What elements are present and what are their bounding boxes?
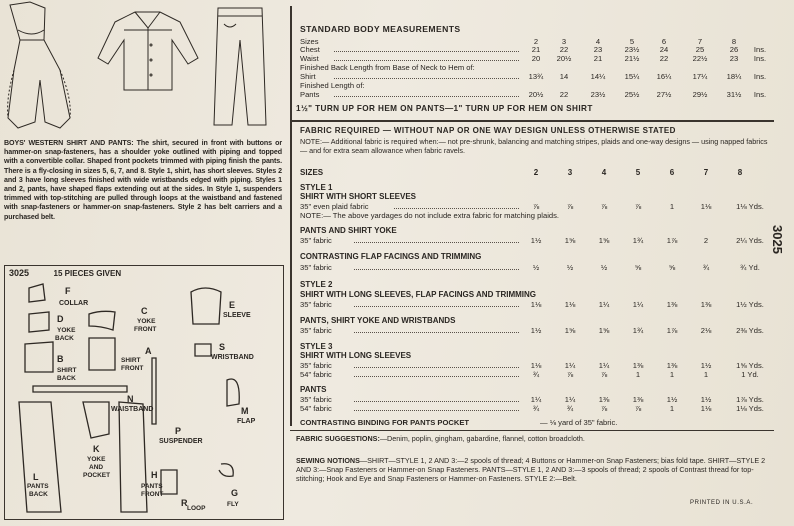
wristband-piece	[195, 344, 211, 356]
style2-label: STYLE 2	[300, 280, 333, 289]
sleeve-piece	[191, 288, 221, 324]
svg-text:BACK: BACK	[55, 335, 74, 342]
yoke-back-piece	[29, 312, 49, 332]
style1-label: STYLE 1	[300, 183, 333, 192]
style2-title: SHIRT WITH LONG SLEEVES, FLAP FACINGS AND TRIMMING	[300, 290, 537, 299]
fabric-title: FABRIC REQUIRED — WITHOUT NAP OR ONE WAY DESIGN UNLESS OTHERWISE STATED	[300, 126, 676, 135]
label-suspender: SUSPENDER	[159, 438, 203, 445]
svg-text:FRONT: FRONT	[134, 326, 157, 333]
fabric-note: NOTE:— Additional fabric is required when:— not pre-shrunk, balancing and matching stripes, plaids and one-way designs — using napped fabrics — and for extra seam allowance when fabric ravels.	[300, 137, 768, 155]
label-P: P	[175, 426, 182, 436]
collar-piece	[29, 284, 45, 302]
finished-back-row: Finished Back Length from Base of Neck to Hem of:	[300, 63, 475, 72]
shirt-length-row: Shirt 13¾ 14 14¼ 15¼ 16¼ 17¼ 18¼ Ins.	[300, 72, 767, 81]
svg-text:POCKET: POCKET	[83, 472, 111, 479]
label-B: B	[57, 354, 64, 364]
pattern-pieces-diagram	[5, 266, 283, 519]
label-M: M	[241, 406, 249, 416]
label-yoke-back: YOKE	[57, 327, 76, 334]
pants-35-row: 35" fabric 1¼ 1¼ 1⅜ 1⅜ 1½ 1½ 1⅞ Yds.	[300, 395, 764, 404]
binding-row: CONTRASTING BINDING FOR PANTS POCKET — ⅛ yard of 35" fabric.	[300, 418, 618, 427]
pants-length-row: Pants 20½ 22 23½ 25½ 27½ 29½ 31½ Ins.	[300, 90, 767, 99]
pattern-description: BOYS' WESTERN SHIRT AND PANTS: The shirt, secured in front with buttons or hammer-on snap-fasteners, has a shoulder yoke outlined with piping and topped with a convertible collar. Shaped front pockets trimmed with piping finish the pants. There is a fly-closing in sizes 5, 6, 7, and 8. Style 1, shirt, has short sleeves. Styles 2 and 3 have long sleeves finished with wide wristbands edged with piping. Styles 1 and 2, pants, have shaped flaps extending out at the sides. In Style 1, suspenders trimmed with top-stitching are pulled through loops at the waistband and fastened with snap-fasteners or hammer-on snap-fasteners. Style 2 has belt carriers and a purchased belt.	[4, 139, 282, 221]
style3-title: SHIRT WITH LONG SLEEVES	[300, 351, 412, 360]
label-L: L	[33, 472, 39, 482]
panel-border	[290, 6, 292, 426]
fly-piece	[219, 464, 233, 477]
style3-label: STYLE 3	[300, 342, 333, 351]
label-flap: FLAP	[237, 418, 256, 425]
pants-54-row: 54" fabric ¾ ¾ ⅞ ⅞ 1 1⅛ 1⅛ Yds.	[300, 404, 764, 413]
shirt-front-piece	[89, 338, 115, 370]
svg-text:YOKE: YOKE	[87, 456, 106, 463]
pants-illustration	[214, 8, 266, 125]
label-F: F	[65, 286, 71, 296]
fabric-suggestions: FABRIC SUGGESTIONS:—Denim, poplin, gingham, gabardine, flannel, cotton broadcloth.	[296, 434, 585, 443]
svg-text:BACK: BACK	[57, 375, 76, 382]
label-G: G	[231, 488, 239, 498]
flap-piece	[227, 379, 239, 406]
pants-title: PANTS	[300, 385, 327, 394]
turn-up-note: 1½" TURN UP FOR HEM ON PANTS—1" TURN UP FOR HEM ON SHIRT	[296, 104, 593, 113]
label-E: E	[229, 300, 236, 310]
svg-text:AND: AND	[89, 464, 104, 471]
divider-bottom	[290, 430, 774, 431]
waistband-piece	[33, 386, 127, 392]
svg-text:PANTS: PANTS	[27, 483, 49, 490]
pieces-given: 15 PIECES GIVEN	[53, 269, 122, 278]
label-loop: LOOP	[187, 505, 206, 512]
svg-text:FRONT: FRONT	[121, 365, 144, 372]
suspender-piece	[152, 358, 156, 424]
label-fly: FLY	[227, 501, 239, 508]
label-C: C	[141, 306, 148, 316]
svg-text:PANTS: PANTS	[141, 483, 163, 490]
chest-row: Chest 21 22 23 23½ 24 25 26 Ins.	[300, 45, 767, 54]
svg-text:YOKE: YOKE	[137, 318, 156, 325]
yoke-front-piece	[89, 311, 115, 330]
flap-title: CONTRASTING FLAP FACINGS AND TRIMMING	[300, 252, 482, 261]
label-S: S	[219, 342, 226, 352]
label-sleeve: SLEEVE	[223, 312, 251, 319]
label-H: H	[151, 470, 158, 480]
label-wristband: WRISTBAND	[211, 354, 254, 361]
label-A: A	[145, 346, 152, 356]
style1-fabric-row: 35" even plaid fabric ⅞ ⅞ ⅞ ⅞ 1 1⅛ 1⅛ Yds.	[300, 202, 764, 211]
fabric-sizes-row: SIZES 2 3 4 5 6 7 8	[300, 168, 743, 177]
style2-fabric-row: 35" fabric 1⅛ 1⅛ 1¼ 1¼ 1⅜ 1⅜ 1½ Yds.	[300, 300, 764, 309]
pants-wrist-row: 35" fabric 1½ 1⅝ 1⅝ 1¾ 1⅞ 2⅛ 2⅜ Yds.	[300, 326, 764, 335]
label-R: R	[181, 498, 188, 508]
side-pattern-number: 3025	[770, 225, 786, 254]
flap-pants-illustration	[8, 2, 70, 128]
sizes-row: Sizes 2 3 4 5 6 7 8	[300, 37, 737, 46]
flap-row: 35" fabric ½ ½ ½ ⅝ ⅝ ¾ ¾ Yd.	[300, 263, 760, 272]
svg-text:SHIRT: SHIRT	[57, 367, 77, 374]
label-D: D	[57, 314, 64, 324]
pants-yoke-row: 35" fabric 1½ 1⅝ 1⅝ 1¾ 1⅞ 2 2¼ Yds.	[300, 236, 764, 245]
shirt-back-piece	[25, 342, 53, 372]
pattern-number: 3025	[9, 268, 30, 278]
waist-row: Waist 20 20½ 21 21½ 22 22½ 23 Ins.	[300, 54, 767, 63]
svg-text:SHIRT: SHIRT	[121, 357, 141, 364]
style3-35-row: 35" fabric 1⅛ 1¼ 1¼ 1⅜ 1⅜ 1½ 1⅝ Yds.	[300, 361, 764, 370]
divider	[290, 120, 774, 122]
measurements-panel	[290, 0, 784, 526]
svg-text:BACK: BACK	[29, 491, 48, 498]
svg-text:FRONT: FRONT	[141, 491, 164, 498]
style3-54-row: 54" fabric ¾ ⅞ ⅞ 1 1 1 1 Yd.	[300, 370, 759, 379]
measurements-title: STANDARD BODY MEASUREMENTS	[300, 24, 461, 34]
yoke-pocket-piece	[83, 402, 109, 438]
loop-piece	[161, 470, 177, 494]
printed-in-usa: PRINTED IN U.S.A.	[690, 500, 754, 506]
finished-length-row: Finished Length of:	[300, 81, 365, 90]
style1-note: NOTE:— The above yardages do not include extra fabric for matching plaids.	[300, 211, 560, 220]
pants-wrist-title: PANTS, SHIRT YOKE AND WRISTBANDS	[300, 316, 456, 325]
label-waistband: WAISTBAND	[111, 406, 154, 413]
garment-illustrations	[0, 0, 285, 135]
label-N: N	[127, 394, 134, 404]
style1-title: SHIRT WITH SHORT SLEEVES	[300, 192, 417, 201]
pants-yoke-title: PANTS AND SHIRT YOKE	[300, 226, 397, 235]
sewing-notions: SEWING NOTIONS—SHIRT—STYLE 1, 2 AND 3:—2 spools of thread; 4 Buttons or Hammer-on Snap Fasteners; bias fold tape. SHIRT—STYLE 2 AND 3:—Snap Fasteners or Hammer-on Snap Fasteners. PANTS—STYLE 1, 2 AND 3:—3 spools of thread; 2 spools of Contrast thread for top-stitching; Hook and Eye and Snap Fasteners or Hammer-on Fasteners. STYLE 2:—Belt.	[296, 456, 766, 483]
pattern-pieces-box	[4, 265, 284, 520]
label-K: K	[93, 444, 100, 454]
label-collar: COLLAR	[59, 300, 89, 307]
